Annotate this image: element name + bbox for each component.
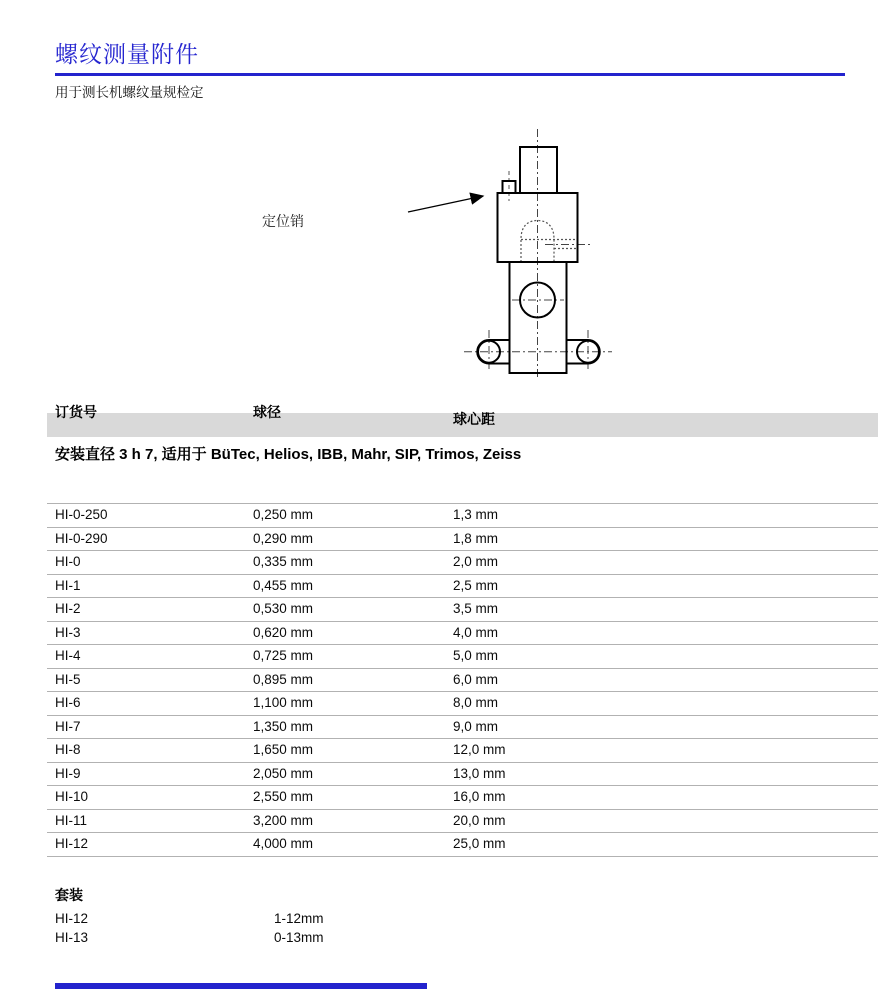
order-no-cell: HI-1 xyxy=(55,577,81,593)
page-subtitle: 用于测长机螺纹量规检定 xyxy=(55,85,204,100)
order-no-cell: HI-3 xyxy=(55,624,81,640)
center-distance-cell: 1,8 mm xyxy=(453,530,499,546)
table-row xyxy=(47,622,878,646)
set-range-cell: 1-12mm xyxy=(274,911,324,926)
order-no-cell: HI-4 xyxy=(55,648,81,663)
table-row xyxy=(47,645,878,669)
order-no-cell: HI-0 xyxy=(55,554,81,569)
order-no-cell: HI-12 xyxy=(55,836,89,851)
table-row xyxy=(47,551,878,575)
set-row xyxy=(55,910,455,929)
table-row xyxy=(47,810,878,834)
table-row xyxy=(47,528,878,552)
ball-diameter-cell: 1,350 mm xyxy=(253,718,314,734)
ball-diameter-cell: 2,550 mm xyxy=(253,789,314,804)
table-row xyxy=(47,575,878,599)
page-title: 螺纹测量附件 xyxy=(55,42,199,67)
center-distance-cell: 3,5 mm xyxy=(453,601,499,616)
order-no-cell: HI-0-250 xyxy=(55,507,108,522)
ball-diameter-cell: 0,250 mm xyxy=(253,507,314,522)
product-table-body xyxy=(47,503,878,857)
ball-diameter-cell: 0,725 mm xyxy=(253,648,314,663)
top-shaft xyxy=(520,147,557,193)
center-distance-cell: 8,0 mm xyxy=(453,695,499,710)
ball-diameter-cell: 1,100 mm xyxy=(253,695,314,710)
center-distance-cell: 2,0 mm xyxy=(453,554,499,569)
sets-title: 套装 xyxy=(55,887,83,903)
order-no-cell: HI-8 xyxy=(55,742,81,757)
ball-diameter-cell: 0,620 mm xyxy=(253,624,314,640)
center-distance-cell: 25,0 mm xyxy=(453,836,506,851)
sets-section xyxy=(55,885,455,947)
ball-diameter-cell: 0,290 mm xyxy=(253,530,314,546)
ball-diameter-cell: 0,335 mm xyxy=(253,554,314,569)
sets-table-body xyxy=(55,910,455,947)
column-header-ball-diameter: 球径 xyxy=(253,404,281,420)
center-distance-cell: 9,0 mm xyxy=(453,718,499,734)
ball-diameter-cell: 0,455 mm xyxy=(253,577,314,593)
table-row xyxy=(47,763,878,787)
order-no-cell: HI-2 xyxy=(55,601,81,616)
column-header-center-distance: 球心距 xyxy=(453,411,495,427)
ball-diameter-cell: 4,000 mm xyxy=(253,836,314,851)
callout-label: 定位销 xyxy=(262,215,304,230)
ball-diameter-cell: 0,895 mm xyxy=(253,671,314,687)
center-distance-cell: 13,0 mm xyxy=(453,765,506,781)
set-row xyxy=(55,929,455,948)
table-row xyxy=(47,716,878,740)
table-row xyxy=(47,833,878,857)
set-range-cell: 0-13mm xyxy=(274,929,324,945)
order-no-cell: HI-7 xyxy=(55,718,81,734)
table-row xyxy=(47,669,878,693)
table-row xyxy=(47,598,878,622)
table-row xyxy=(47,739,878,763)
center-distance-cell: 2,5 mm xyxy=(453,577,499,593)
center-distance-cell: 16,0 mm xyxy=(453,789,506,804)
ball-diameter-cell: 3,200 mm xyxy=(253,812,314,828)
center-distance-cell: 20,0 mm xyxy=(453,812,506,828)
footer-rule xyxy=(55,983,427,989)
table-section-heading: 安装直径 3 h 7, 适用于 BüTec, Helios, IBB, Mahr, SIP, Trimos, Zeiss xyxy=(55,446,522,463)
set-order-no-cell: HI-12 xyxy=(55,911,89,926)
technical-drawing xyxy=(0,0,884,400)
center-distance-cell: 12,0 mm xyxy=(453,742,506,757)
callout-arrow xyxy=(408,196,483,212)
order-no-cell: HI-6 xyxy=(55,695,81,710)
center-distance-cell: 4,0 mm xyxy=(453,624,499,640)
set-order-no-cell: HI-13 xyxy=(55,929,89,945)
table-row xyxy=(47,504,878,528)
order-no-cell: HI-11 xyxy=(55,812,88,828)
center-distance-cell: 1,3 mm xyxy=(453,507,499,522)
center-distance-cell: 6,0 mm xyxy=(453,671,499,687)
table-row xyxy=(47,692,878,716)
ball-diameter-cell: 1,650 mm xyxy=(253,742,314,757)
column-header-order-no: 订货号 xyxy=(55,404,97,420)
table-row xyxy=(47,786,878,810)
order-no-cell: HI-10 xyxy=(55,789,89,804)
ball-diameter-cell: 0,530 mm xyxy=(253,601,314,616)
center-distance-cell: 5,0 mm xyxy=(453,648,499,663)
ball-diameter-cell: 2,050 mm xyxy=(253,765,314,781)
order-no-cell: HI-9 xyxy=(55,765,81,781)
order-no-cell: HI-0-290 xyxy=(55,530,108,546)
order-no-cell: HI-5 xyxy=(55,671,81,687)
